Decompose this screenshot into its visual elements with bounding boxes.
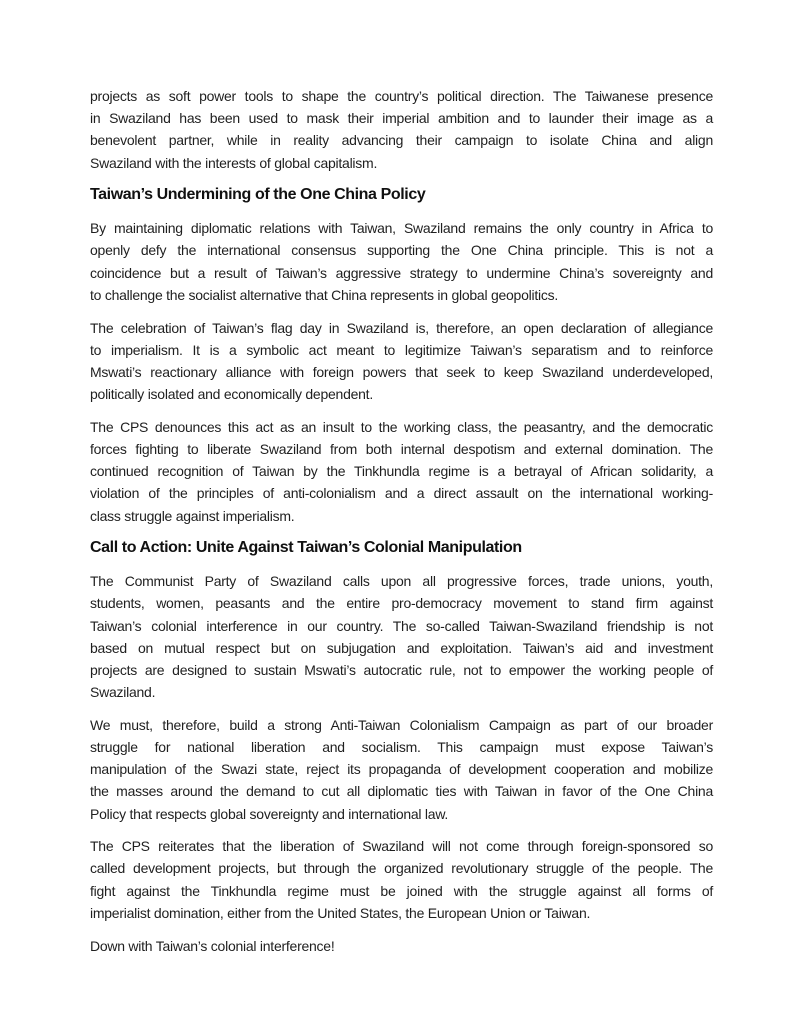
text-line: in Swaziland has been used to mask their imperial ambition and to launder their image as a — [90, 110, 713, 127]
text-line: The Communist Party of Swaziland calls upon all progressive forces, trade unions, youth, — [90, 573, 713, 590]
text-line: forces fighting to liberate Swaziland from both internal despotism and external domination. The — [90, 440, 713, 457]
paragraph — [90, 416, 713, 527]
paragraph — [90, 85, 713, 174]
paragraph — [90, 317, 713, 406]
text-line: We must, therefore, build a strong Anti-Taiwan Colonialism Campaign as part of our broader — [90, 716, 713, 733]
paragraph — [90, 570, 713, 703]
text-line: The CPS reiterates that the liberation of Swaziland will not come through foreign-sponsored so — [90, 838, 713, 855]
text-line: students, women, peasants and the entire pro-democracy movement to stand firm against — [90, 595, 713, 612]
text-line: continued recognition of Taiwan by the Tinkhundla regime is a betrayal of African solidarity, a — [90, 463, 713, 480]
document-page — [90, 85, 713, 967]
text-line: Mswati’s reactionary alliance with foreign powers that seek to keep Swaziland underdeveloped, — [90, 363, 713, 380]
text-line: Swaziland. — [90, 684, 156, 701]
text-line: projects as soft power tools to shape the country’s political direction. The Taiwanese presence — [90, 88, 713, 104]
text-line: Swaziland with the interests of global capitalism. — [90, 154, 378, 171]
text-line: called development projects, but through the organized revolutionary struggle of the people. The — [90, 860, 713, 877]
text-line: to challenge the socialist alternative that China represents in global geopolitics. — [90, 286, 558, 303]
text-line: politically isolated and economically dependent. — [90, 386, 373, 403]
paragraph — [90, 217, 713, 306]
text-line: Policy that respects global sovereignty and international law. — [90, 805, 449, 822]
paragraph — [90, 935, 713, 957]
text-line: based on mutual respect but on subjugation and exploitation. Taiwan’s aid and investment — [90, 639, 713, 656]
text-line: openly defy the international consensus supporting the One China principle. This is not a — [90, 242, 713, 259]
text-line: fight against the Tinkhundla regime must be joined with the struggle against all forms of — [90, 882, 713, 899]
text-line: Taiwan’s colonial interference in our country. The so-called Taiwan-Swaziland friendship is not — [90, 617, 713, 634]
text-line: to imperialism. It is a symbolic act meant to legitimize Taiwan’s separatism and to reinforce — [90, 341, 713, 358]
paragraph — [90, 835, 713, 924]
text-line: violation of the principles of anti-colonialism and a direct assault on the international working- — [90, 485, 713, 502]
text-line: projects are designed to sustain Mswati’s autocratic rule, not to empower the working people of — [90, 661, 713, 678]
text-line: The CPS denounces this act as an insult to the working class, the peasantry, and the democratic — [90, 418, 713, 435]
text-line: manipulation of the Swazi state, reject its propaganda of development cooperation and mobilize — [90, 761, 713, 778]
text-line: coincidence but a result of Taiwan’s aggressive strategy to undermine China’s sovereignty and — [90, 264, 713, 281]
text-line: benevolent partner, while in reality advancing their campaign to isolate China and align — [90, 132, 713, 149]
paragraph — [90, 714, 713, 825]
text-line: the masses around the demand to cut all diplomatic ties with Taiwan in favor of the One China — [90, 783, 713, 800]
text-line: Down with Taiwan’s colonial interference! — [90, 937, 335, 954]
section-heading: Taiwan’s Undermining of the One China Policy — [90, 186, 426, 204]
section-heading: Call to Action: Unite Against Taiwan’s Colonial Manipulation — [90, 539, 522, 557]
text-line: class struggle against imperialism. — [90, 507, 295, 524]
text-line: The celebration of Taiwan’s flag day in Swaziland is, therefore, an open declaration of allegiance — [90, 319, 713, 336]
text-line: By maintaining diplomatic relations with Taiwan, Swaziland remains the only country in Africa to — [90, 220, 713, 237]
text-line: struggle for national liberation and socialism. This campaign must expose Taiwan’s — [90, 739, 713, 755]
text-line: imperialist domination, either from the United States, the European Union or Taiwan. — [90, 904, 591, 921]
